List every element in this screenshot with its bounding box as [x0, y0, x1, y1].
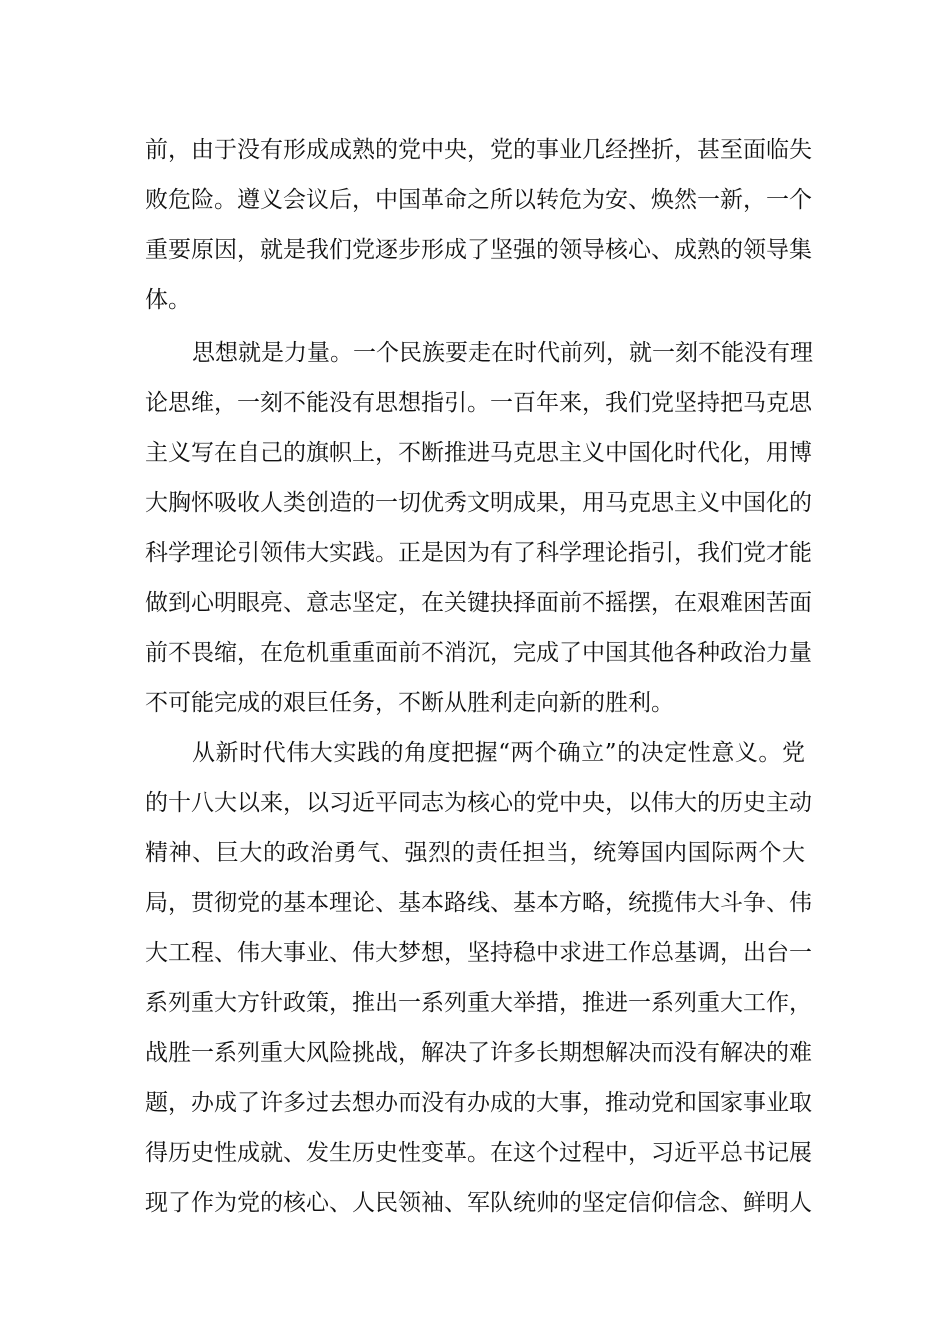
- text-line-19: 战胜一系列重大风险挑战，解决了许多长期想解决而没有解决的难: [145, 1040, 812, 1066]
- text-line-16: 局，贯彻党的基本理论、基本路线、基本方略，统揽伟大斗争、伟: [145, 890, 812, 916]
- text-line-17: 大工程、伟大事业、伟大梦想，坚持稳中求进工作总基调，出台一: [145, 940, 812, 966]
- text-line-4: 体。: [145, 287, 191, 313]
- text-line-8: 大胸怀吸收人类创造的一切优秀文明成果，用马克思主义中国化的: [145, 490, 812, 516]
- text-line-15: 精神、巨大的政治勇气、强烈的责任担当，统筹国内国际两个大: [145, 840, 805, 866]
- text-line-21: 得历史性成就、发生历史性变革。在这个过程中，习近平总书记展: [145, 1140, 812, 1166]
- text-line-20: 题，办成了许多过去想办而没有办成的大事，推动党和国家事业取: [145, 1090, 812, 1116]
- text-line-22: 现了作为党的核心、人民领袖、军队统帅的坚定信仰信念、鲜明人: [145, 1190, 812, 1216]
- text-line-9: 科学理论引领伟大实践。正是因为有了科学理论指引，我们党才能: [145, 540, 812, 566]
- text-line-3: 重要原因，就是我们党逐步形成了坚强的领导核心、成熟的领导集: [145, 237, 812, 263]
- text-line-10: 做到心明眼亮、意志坚定，在关键抉择面前不摇摆，在艰难困苦面: [145, 590, 812, 616]
- text-line-1: 前，由于没有形成成熟的党中央，党的事业几经挫折，甚至面临失: [145, 137, 812, 163]
- text-line-2: 败危险。遵义会议后，中国革命之所以转危为安、焕然一新，一个: [145, 187, 812, 213]
- text-line-14: 的十八大以来，以习近平同志为核心的党中央，以伟大的历史主动: [145, 790, 812, 816]
- text-line-6: 论思维，一刻不能没有思想指引。一百年来，我们党坚持把马克思: [145, 390, 812, 416]
- text-line-18: 系列重大方针政策，推出一系列重大举措，推进一系列重大工作，: [145, 990, 812, 1016]
- text-line-5: 思想就是力量。一个民族要走在时代前列，就一刻不能没有理: [192, 340, 813, 366]
- text-line-7: 主义写在自己的旗帜上，不断推进马克思主义中国化时代化，用博: [145, 440, 812, 466]
- text-line-11: 前不畏缩，在危机重重面前不消沉，完成了中国其他各种政治力量: [145, 640, 812, 666]
- text-line-13: 从新时代伟大实践的角度把握“两个确立”的决定性意义。党: [192, 740, 805, 766]
- text-line-12: 不可能完成的艰巨任务，不断从胜利走向新的胜利。: [145, 690, 674, 716]
